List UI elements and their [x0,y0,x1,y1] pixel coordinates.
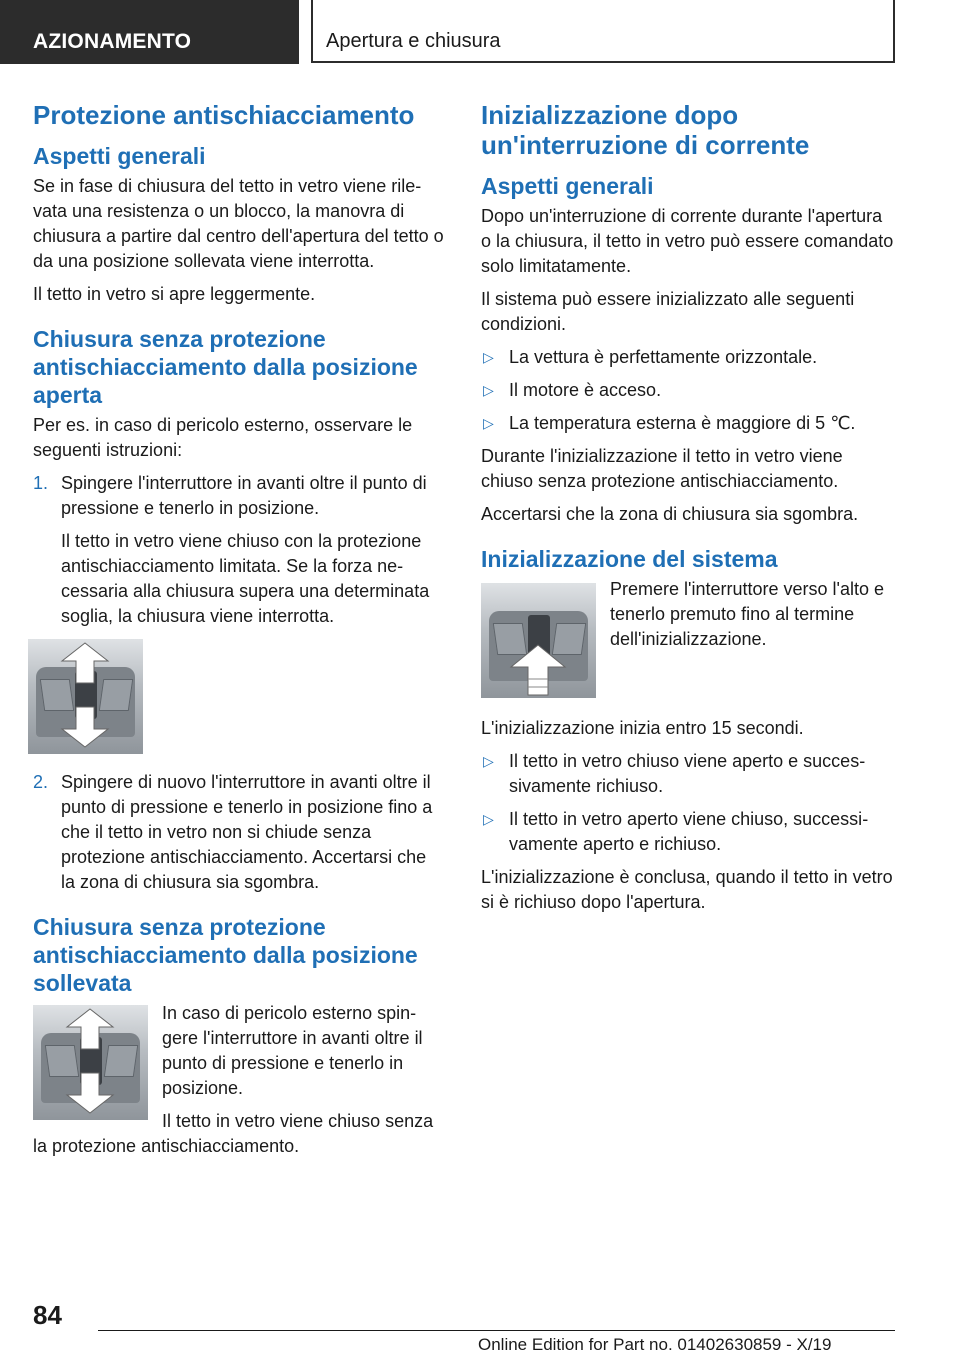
switch-photo-up [481,583,596,698]
raised-p1: In caso di pericolo esterno spingere l'interruttore in avanti oltre il punto di pressione e tenerlo in posizione. [162,1003,423,1098]
bullet-triangle-icon: ▷ [483,349,494,365]
right-general-p4: Accertarsi che la zona di chiusura sia sgombra. [481,504,859,524]
right-general-p2: Il sistema può essere inizializzato alle seguenti condizioni. [481,289,855,334]
right-general-p3: Durante l'inizializzazione il tetto in vetro viene chiuso senza protezione antischiacciamento. [481,446,843,491]
list-item: ▷ La vettura è perfettamente orizzontale. [481,345,895,370]
right-column [481,100,895,923]
left-general-heading: Aspetti generali [33,143,206,169]
init-p1: Premere l'interruttore verso l'alto e tenerlo premuto fino al termine dell'inizializzazione. [610,579,884,649]
step-2 [33,770,445,895]
switch-photo-forward [28,639,143,754]
open-steps-2 [33,770,445,895]
init-list [481,749,895,857]
open-intro: Per es. in caso di pericolo esterno, osservare le seguenti istruzioni: [33,415,413,460]
header-section [0,0,299,64]
double-arrow-icon [33,1005,148,1120]
left-general-p2: Il tetto in vetro si apre leggermente. [33,284,316,304]
conditions-list [481,345,895,436]
switch-photo-raised [33,1005,148,1120]
step-1-text-b: Il tetto in vetro viene chiuso con la protezione antischiacciamento limitata. Se la forza necessaria alla chiusura supera una determinata soglia, la chiusura viene interrotta. [61,531,430,626]
footer-divider [98,1330,895,1331]
list-item: ▷ Il motore è acceso. [481,378,895,403]
list-item: ▷ Il tetto in vetro aperto viene chiuso, successivamente aperto e richiuso. [483,809,869,854]
open-steps [33,471,445,629]
bullet-triangle-icon: ▷ [483,811,494,827]
bullet-triangle-icon: ▷ [483,753,494,769]
step-1-number: 1. [33,473,49,493]
right-general-heading: Aspetti generali [481,173,654,199]
init-heading: Inizializzazione del sistema [481,546,778,572]
header-topic-label: Apertura e chiusura [326,30,501,52]
left-title: Protezione antischiacciamento [33,100,415,130]
footer-edition: Online Edition for Part no. 01402630859 - X/19 [478,1335,832,1354]
step-2-number: 2. [33,772,49,792]
init-p3: L'inizializzazione è conclusa, quando il tetto in vetro si è richiuso dopo l'apertura. [481,867,893,912]
double-arrow-icon [28,639,143,754]
up-arrow-icon [481,583,596,698]
bullet-triangle-icon: ▷ [483,415,494,431]
bullet-triangle-icon: ▷ [483,382,494,398]
right-title: Inizializzazione dopo un'interruzione di corrente [481,100,810,160]
page-number: 84 [33,1300,62,1330]
step-1 [33,471,445,629]
header-topic [311,0,895,63]
left-general-p1: Se in fase di chiusura del tetto in vetro viene rilevata una resistenza o un blocco, la manovra di chiusura a partire dal centro dell'apertura del tetto o da una posizione sollevata viene interrotta. [33,176,444,271]
raised-p2: Il tetto in vetro viene chiuso senza la protezione antischiacciamento. [33,1111,434,1156]
step-1-text-a: Spingere l'interruttore in avanti oltre il punto di pressione e tenerlo in posizione. [61,473,427,518]
left-column [33,100,445,1167]
raised-heading: Chiusura senza protezione antischiacciamento dalla posizione sollevata [33,914,418,996]
header-section-label: AZIONAMENTO [33,30,192,53]
step-2-text: Spingere di nuovo l'interruttore in avanti oltre il punto di pressione e tenerlo in posizione fino a che il tetto in vetro non si chiude senza protezione antischiacciamento. Accertarsi che la zona di chiusura sia sgombra. [61,772,433,892]
init-p2: L'inizializzazione inizia entro 15 secondi. [481,718,804,738]
open-heading: Chiusura senza protezione antischiacciamento dalla posizione aperta [33,326,418,408]
right-general-p1: Dopo un'interruzione di corrente durante l'apertura o la chiusura, il tetto in vetro può essere comandato solo limitatamente. [481,206,894,276]
list-item: ▷ La temperatura esterna è maggiore di 5 ℃. [481,411,895,436]
list-item: ▷ Il tetto in vetro chiuso viene aperto e successivamente richiuso. [483,751,866,796]
